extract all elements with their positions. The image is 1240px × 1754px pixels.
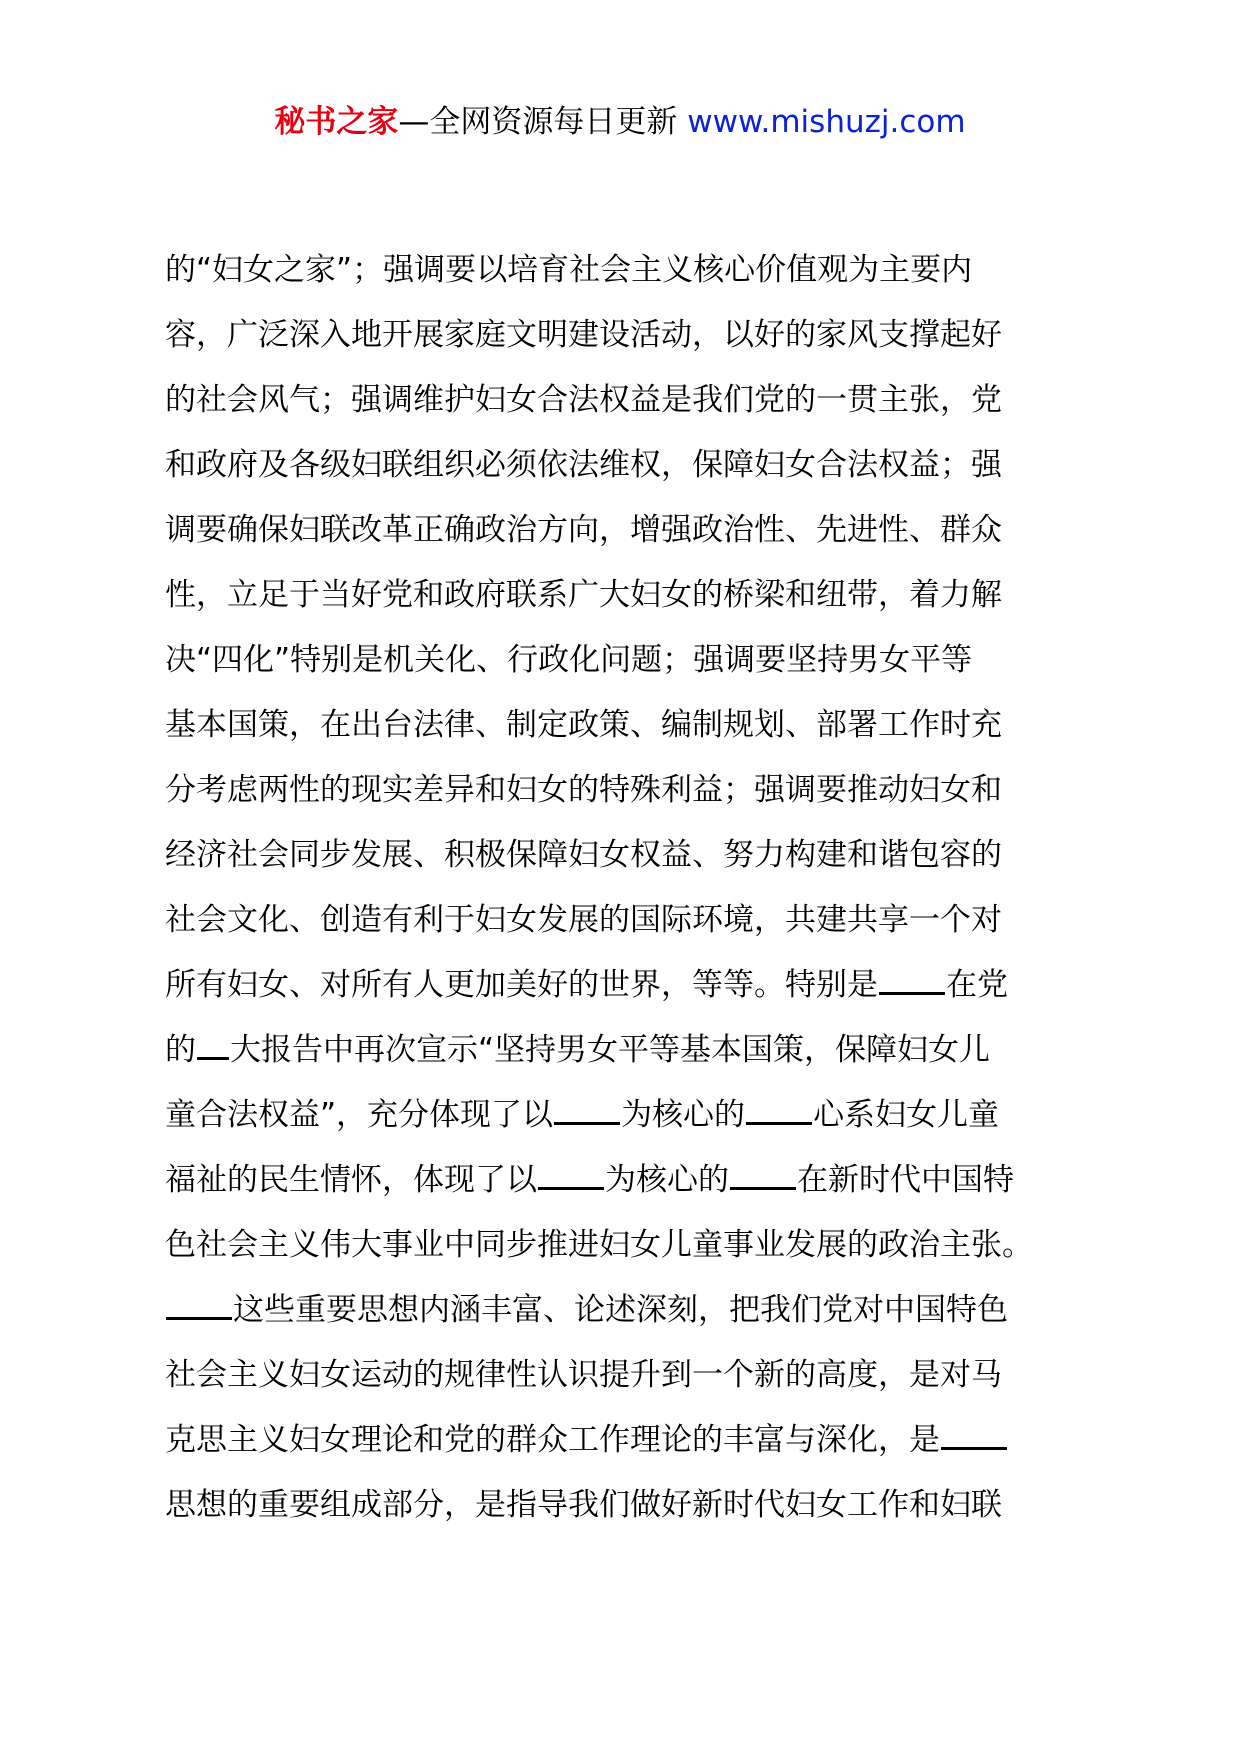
website-link[interactable]: www.mishuzj.com [687,104,966,140]
text-line [165,1083,1095,1148]
text-line: 性，立足于当好党和政府联系广大妇女的桥梁和纽带，着力解 [165,577,1002,613]
text-segment: 这些重要思想内涵丰富、论述深刻，把我们党对中国特色 [233,1292,1008,1328]
page-header [0,100,1240,144]
text-segment: 心系妇女儿童 [813,1097,1000,1133]
fill-blank [941,1417,1007,1450]
text-line [165,953,1095,1018]
text-segment: 童合法权益”，充分体现了以 [165,1097,554,1133]
header-slogan: —全网资源每日更新 [398,104,688,140]
text-line [165,1278,1095,1343]
text-line: 分考虑两性的现实差异和妇女的特殊利益；强调要推动妇女和 [165,772,1002,808]
text-line: 基本国策，在出台法律、制定政策、编制规划、部署工作时充 [165,707,1002,743]
fill-blank [166,1287,232,1320]
document-body [165,238,1095,1538]
text-line: 和政府及各级妇联组织必须依法维权，保障妇女合法权益；强 [165,447,1002,483]
text-line: 社会文化、创造有利于妇女发展的国际环境，共建共享一个对 [165,902,1002,938]
fill-blank [746,1092,812,1125]
text-line: 经济社会同步发展、积极保障妇女权益、努力构建和谐包容的 [165,837,1002,873]
text-segment: 为核心的 [621,1097,746,1133]
text-line: 决“四化”特别是机关化、行政化问题；强调要坚持男女平等 [165,642,973,678]
text-line: 的社会风气；强调维护妇女合法权益是我们党的一贯主张，党 [165,382,1002,418]
text-segment: 的 [165,1032,196,1068]
text-line [165,1018,1095,1083]
fill-blank [197,1027,229,1060]
fill-blank [538,1157,604,1190]
text-line [165,1148,1095,1213]
fill-blank [879,962,945,995]
text-line: 容，广泛深入地开展家庭文明建设活动，以好的家风支撑起好 [165,317,1002,353]
text-segment: 福祉的民生情怀，体现了以 [165,1162,537,1198]
text-line: 色社会主义伟大事业中同步推进妇女儿童事业发展的政治主张。 [165,1227,1033,1263]
brand-name: 秘书之家 [274,104,399,140]
text-line [165,1408,1095,1473]
fill-blank [730,1157,796,1190]
text-segment: 为核心的 [605,1162,729,1198]
text-line: 的“妇女之家”；强调要以培育社会主义核心价值观为主要内 [165,252,973,288]
text-segment: 在新时代中国特 [797,1162,1014,1198]
text-segment: 克思主义妇女理论和党的群众工作理论的丰富与深化，是 [165,1422,940,1458]
text-segment: 在党 [946,967,1008,1003]
text-segment: 大报告中再次宣示“坚持男女平等基本国策，保障妇女儿 [230,1032,991,1068]
fill-blank [554,1092,620,1125]
text-line: 思想的重要组成部分，是指导我们做好新时代妇女工作和妇联 [165,1487,1002,1523]
text-segment: 所有妇女、对所有人更加美好的世界，等等。特别是 [165,967,878,1003]
text-line: 调要确保妇联改革正确政治方向，增强政治性、先进性、群众 [165,512,1002,548]
text-line: 社会主义妇女运动的规律性认识提升到一个新的高度，是对马 [165,1357,1002,1393]
